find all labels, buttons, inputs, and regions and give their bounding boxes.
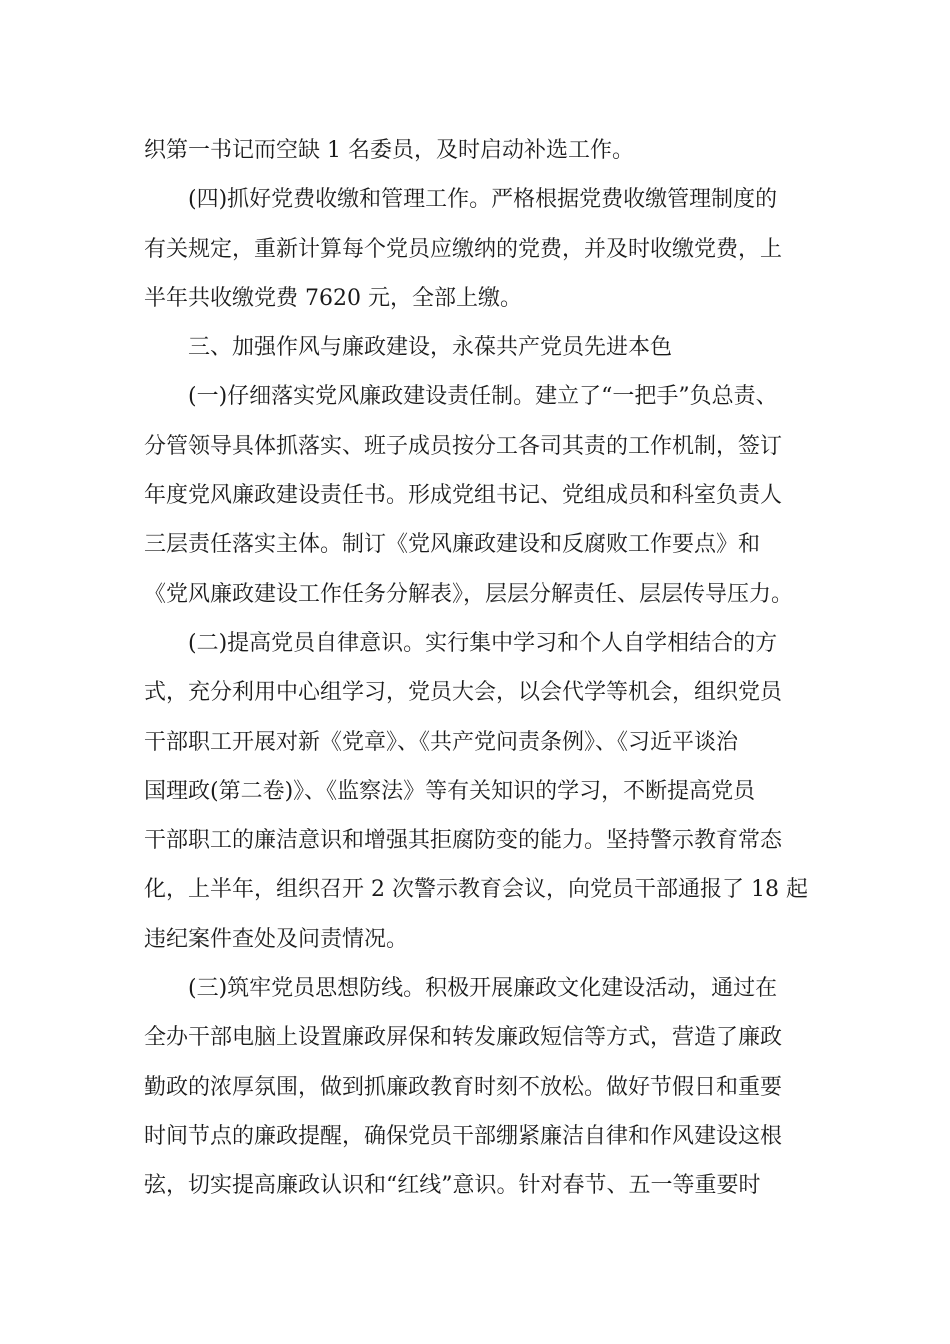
text-line: 弦，切实提高廉政认识和“红线”意识。针对春节、五一等重要时 — [144, 1173, 761, 1199]
text-line: 化，上半年，组织召开 2 次警示教育会议，向党员干部通报了 18 起 — [144, 877, 808, 903]
section-heading: 三、加强作风与廉政建设，永葆共产党员先进本色 — [188, 335, 673, 361]
text-line: 织第一书记而空缺 1 名委员，及时启动补选工作。 — [144, 138, 634, 163]
text-line: 违纪案件查处及问责情况。 — [144, 926, 409, 952]
text-line: 国理政(第二卷)》、《监察法》等有关知识的学习，不断提高党员 — [144, 778, 756, 804]
text-line: (二)提高党员自律意识。实行集中学习和个人自学相结合的方 — [188, 630, 778, 656]
text-line: 年度党风廉政建设责任书。形成党组书记、党组成员和科室负责人 — [144, 483, 783, 509]
text-line: 分管领导具体抓落实、班子成员按分工各司其责的工作机制，签订 — [144, 433, 783, 459]
text-line: 时间节点的廉政提醒，确保党员干部绷紧廉洁自律和作风建设这根 — [144, 1123, 783, 1149]
text-line: 干部职工的廉洁意识和增强其拒腐防变的能力。坚持警示教育常态 — [144, 828, 783, 854]
text-line: 全办干部电脑上设置廉政屏保和转发廉政短信等方式，营造了廉政 — [144, 1025, 783, 1051]
text-line: 半年共收缴党费 7620 元，全部上缴。 — [144, 285, 522, 311]
text-line: 三层责任落实主体。制订《党风廉政建设和反腐败工作要点》和 — [144, 532, 761, 558]
text-line: 勤政的浓厚氛围，做到抓廉政教育时刻不放松。做好节假日和重要 — [144, 1074, 783, 1100]
text-line: 有关规定，重新计算每个党员应缴纳的党费，并及时收缴党费，上 — [144, 236, 783, 262]
text-line: (四)抓好党费收缴和管理工作。严格根据党费收缴管理制度的 — [188, 187, 778, 213]
text-line: (三)筑牢党员思想防线。积极开展廉政文化建设活动，通过在 — [188, 976, 778, 1002]
text-line: 干部职工开展对新《党章》、《共产党问责条例》、《习近平谈治 — [144, 729, 739, 755]
text-line: 《党风廉政建设工作任务分解表》，层层分解责任、层层传导压力。 — [144, 581, 794, 607]
text-line: (一)仔细落实党风廉政建设责任制。建立了“一把手”负总责、 — [188, 384, 778, 410]
text-line: 式，充分利用中心组学习，党员大会，以会代学等机会，组织党员 — [144, 680, 783, 706]
body-text — [144, 126, 808, 1211]
